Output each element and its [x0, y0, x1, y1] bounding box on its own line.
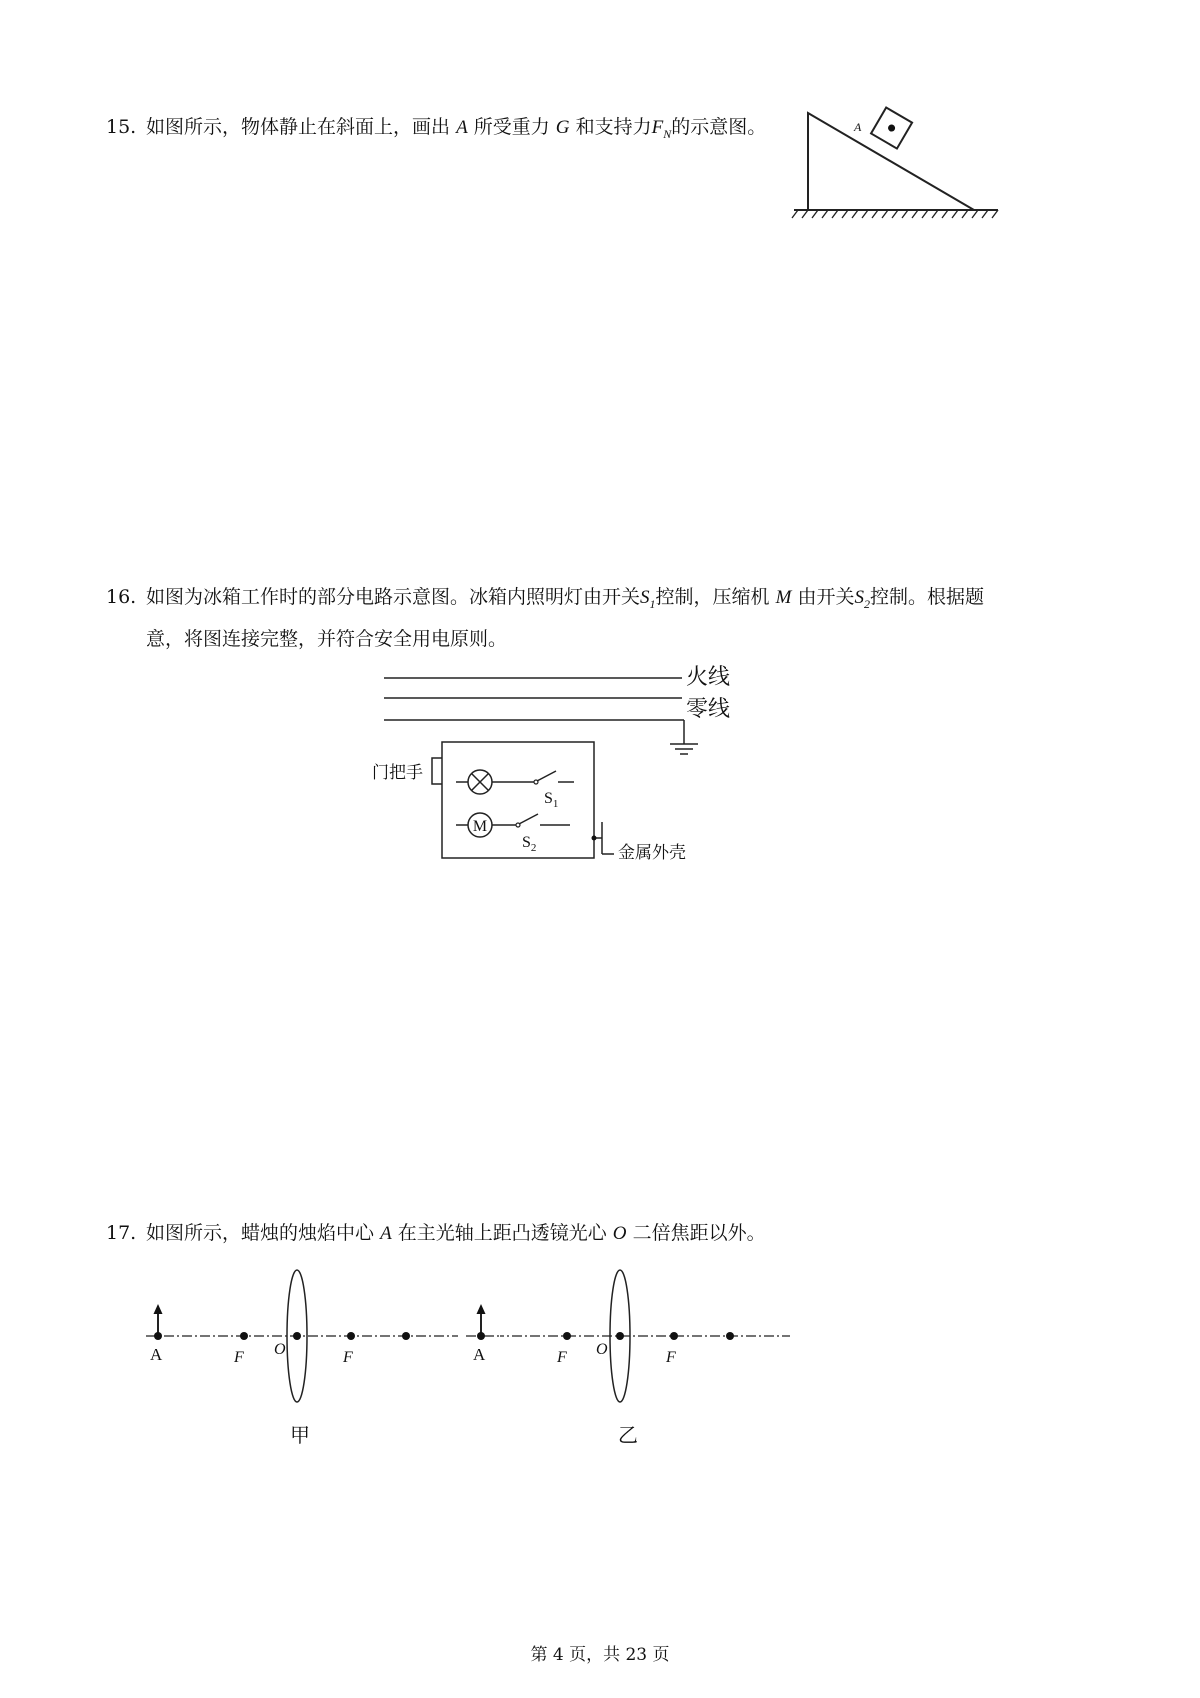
metal-shell-label: 金属外壳: [618, 843, 686, 863]
double-focus-dot: [402, 1332, 410, 1340]
point-a-label: A: [150, 1345, 163, 1364]
focus-left-dot: [240, 1332, 248, 1340]
focus-right-label: F: [666, 1349, 676, 1366]
focus-right-dot: [347, 1332, 355, 1340]
center-label: O: [274, 1341, 286, 1358]
neutral-wire-label: 零线: [686, 697, 731, 722]
point-a-dot: [154, 1332, 162, 1340]
block-A: [871, 108, 912, 149]
live-wire-label: 火线: [686, 665, 731, 690]
question-number: 16.: [106, 586, 137, 608]
question-15: [106, 118, 786, 144]
focus-left-dot: [563, 1332, 571, 1340]
focus-left-label: F: [557, 1349, 567, 1366]
focus-right-dot: [670, 1332, 678, 1340]
caption-jia: 甲: [290, 1423, 310, 1447]
door-handle: [432, 758, 442, 784]
point-a-dot: [477, 1332, 485, 1340]
motor-icon: [468, 813, 492, 837]
question-16: [106, 588, 1106, 658]
motor-symbol: M: [472, 818, 488, 835]
question-number: 17.: [106, 1222, 137, 1244]
question-17: [106, 1224, 866, 1250]
terminal-dot: [592, 836, 597, 841]
lens-center-dot: [293, 1332, 301, 1340]
door-handle-label: 门把手: [372, 763, 423, 783]
candle-arrow: [154, 1304, 163, 1336]
question-number: 15.: [106, 116, 137, 138]
lamp-icon: [468, 770, 492, 794]
incline-figure: [788, 105, 1008, 225]
lens-figure-jia: [140, 1262, 470, 1462]
focus-left-label: F: [234, 1349, 244, 1366]
page-footer: 第 4 页，共 23 页: [530, 1645, 670, 1665]
lens-figure-yi: [500, 1262, 830, 1462]
question-text-line2: 意，将图连接完整，并符合安全用电原则。: [146, 628, 508, 650]
center-label: O: [596, 1341, 608, 1358]
double-focus-dot: [726, 1332, 734, 1340]
question-text: 如图所示，蜡烛的烛焰中心 A 在主光轴上距凸透镜光心 O 二倍焦距以外。: [146, 1222, 766, 1244]
point-a-label: A: [473, 1345, 486, 1364]
fridge-circuit-figure: [370, 658, 750, 868]
ground-icon: [670, 720, 698, 754]
question-text: 如图所示，物体静止在斜面上，画出 A 所受重力 G 和支持力$F_N$的示意图。: [146, 116, 767, 141]
switch-s1-label: $S_1$: [544, 790, 559, 810]
question-text-line1: 如图为冰箱工作时的部分电路示意图。冰箱内照明灯由开关$S_1$控制，压缩机 M 由开关$S_2$控制。根据题: [146, 586, 984, 611]
ground-hatch: [792, 210, 998, 218]
lens-center-dot: [616, 1332, 624, 1340]
block-label: A: [854, 120, 862, 134]
candle-arrow: [477, 1304, 486, 1336]
switch-s2-label: $S_2$: [522, 834, 537, 854]
switch-s1: [534, 771, 574, 784]
switch-s2: [516, 814, 570, 827]
focus-right-label: F: [343, 1349, 353, 1366]
metal-shell-terminal: [594, 822, 614, 854]
lens-figure-yi-object: [466, 1262, 500, 1372]
fridge-box: [442, 742, 594, 858]
caption-yi: 乙: [618, 1423, 638, 1447]
